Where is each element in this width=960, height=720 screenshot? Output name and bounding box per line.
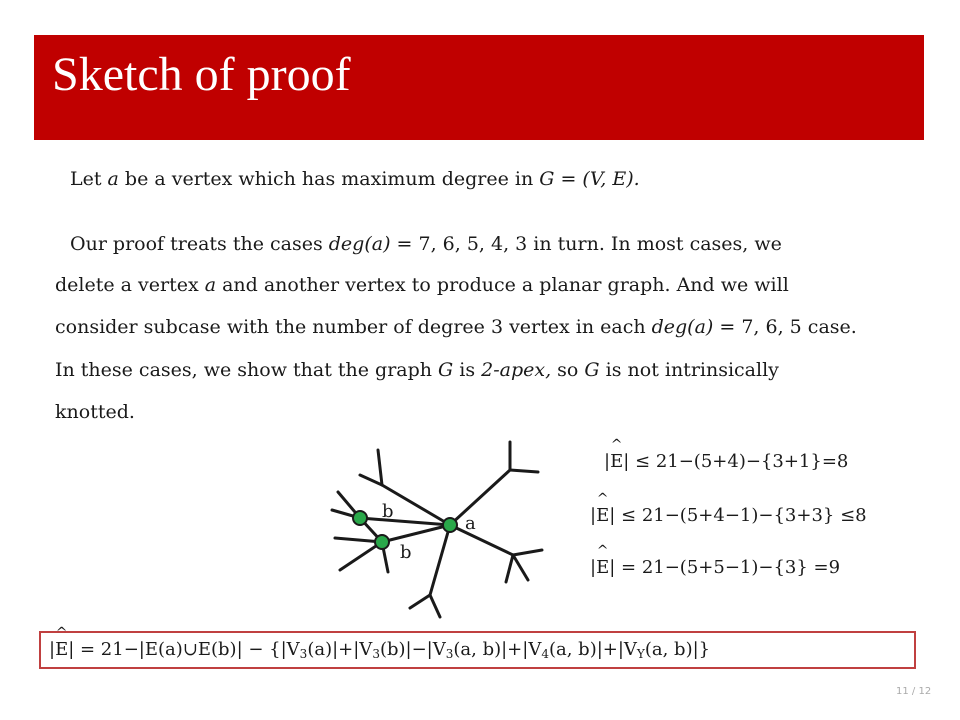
formula-sub-4: 4 xyxy=(541,647,549,661)
formula-sub-3: 3 xyxy=(445,647,454,661)
equation-2 xyxy=(590,505,867,526)
formula-box xyxy=(39,631,916,669)
p2l1-text-a: Our proof treats the cases xyxy=(70,233,329,255)
slide-title: Sketch of proof xyxy=(52,48,351,101)
para1-text-1: Let xyxy=(70,168,108,190)
eq1-bar-close: | xyxy=(623,451,630,472)
paragraph-2-line-3 xyxy=(55,316,857,338)
equation-3 xyxy=(590,557,840,578)
title-bar xyxy=(34,35,924,140)
p2l4-apex: 2-apex, xyxy=(481,359,552,381)
p2l4-graph: G xyxy=(438,359,454,381)
p2l3-deg: deg(a) xyxy=(651,316,714,338)
formula-bar-open: | xyxy=(49,639,56,660)
paragraph-2-line-4 xyxy=(55,359,779,381)
eq3-bar-close: | xyxy=(609,557,616,578)
eq1-rhs: ≤ 21−(5+4)−{3+1}=8 xyxy=(629,451,849,472)
eq2-bar-open: | xyxy=(590,505,597,526)
formula-sub-1: 3 xyxy=(299,647,308,661)
eq2-e-hat: ^ E xyxy=(596,505,609,526)
p2l1-deg: deg(a) xyxy=(328,233,391,255)
formula-part-5: (a, b)|+|V xyxy=(548,639,637,660)
formula-part-4: (a, b)|+|V xyxy=(453,639,542,660)
p2l4-text-d: is not intrinsically xyxy=(599,359,779,381)
para1-vertex-a: a xyxy=(107,168,119,190)
p2l4-text-a: In these cases, we show that the graph xyxy=(55,359,439,381)
label-b-top: b xyxy=(382,501,394,522)
p2l2-vertex: a xyxy=(204,274,217,296)
p2l3-text-b: = 7, 6, 5 case. xyxy=(713,316,857,338)
paragraph-1 xyxy=(70,168,640,190)
edge-a-right xyxy=(450,525,513,555)
formula-sub-5: Y xyxy=(636,647,645,661)
eq3-bar-open: | xyxy=(590,557,597,578)
eq3-e-hat: ^ E xyxy=(596,557,609,578)
eq3-rhs: = 21−(5+5−1)−{3} =9 xyxy=(615,557,841,578)
para1-graph: G = (V, E). xyxy=(539,168,640,190)
main-formula xyxy=(49,639,710,661)
vertex-b-top xyxy=(353,511,367,525)
label-a: a xyxy=(465,513,476,534)
eq1-bar-open: | xyxy=(604,451,611,472)
edge-a-up-right xyxy=(450,470,510,525)
equation-1 xyxy=(604,451,848,472)
page-number: 11 / 12 xyxy=(896,686,932,697)
vertex-a xyxy=(443,518,457,532)
p2l3-text-a: consider subcase with the number of degree 3 vertex in each xyxy=(55,316,652,338)
para1-text-2: be a vertex which has maximum degree in xyxy=(118,168,540,190)
formula-part-6: (a, b)|} xyxy=(644,639,711,660)
p2l4-text-c: so xyxy=(551,359,585,381)
p2l2-text-a: delete a vertex xyxy=(55,274,205,296)
eq2-rhs: ≤ 21−(5+4−1)−{3+3} ≤8 xyxy=(615,505,867,526)
paragraph-2-line-1 xyxy=(70,233,782,255)
paragraph-2-line-5: knotted. xyxy=(55,401,135,423)
formula-part-2: (a)|+|V xyxy=(307,639,373,660)
p2l2-text-b: and another vertex to produce a planar graph. And we will xyxy=(216,274,789,296)
p2l4-graph-2: G xyxy=(584,359,600,381)
formula-part-1: | = 21−|E(a)∪E(b)| − {|V xyxy=(68,639,300,660)
eq1-e-hat: ^ E xyxy=(610,451,623,472)
graph-diagram xyxy=(320,430,570,630)
formula-e-hat: ^ E xyxy=(55,639,68,660)
edge-a-b-bottom xyxy=(382,525,450,542)
p2l1-text-b: = 7, 6, 5, 4, 3 in turn. In most cases, we xyxy=(390,233,782,255)
label-b-bottom: b xyxy=(400,542,412,563)
formula-part-3: (b)|−|V xyxy=(379,639,446,660)
paragraph-2-line-2 xyxy=(55,274,789,296)
edge-a-b-top xyxy=(360,518,450,525)
formula-sub-2: 3 xyxy=(372,647,380,661)
vertex-b-bottom xyxy=(375,535,389,549)
p2l4-text-b: is xyxy=(453,359,482,381)
edge-a-down xyxy=(430,525,450,595)
eq2-bar-close: | xyxy=(609,505,616,526)
